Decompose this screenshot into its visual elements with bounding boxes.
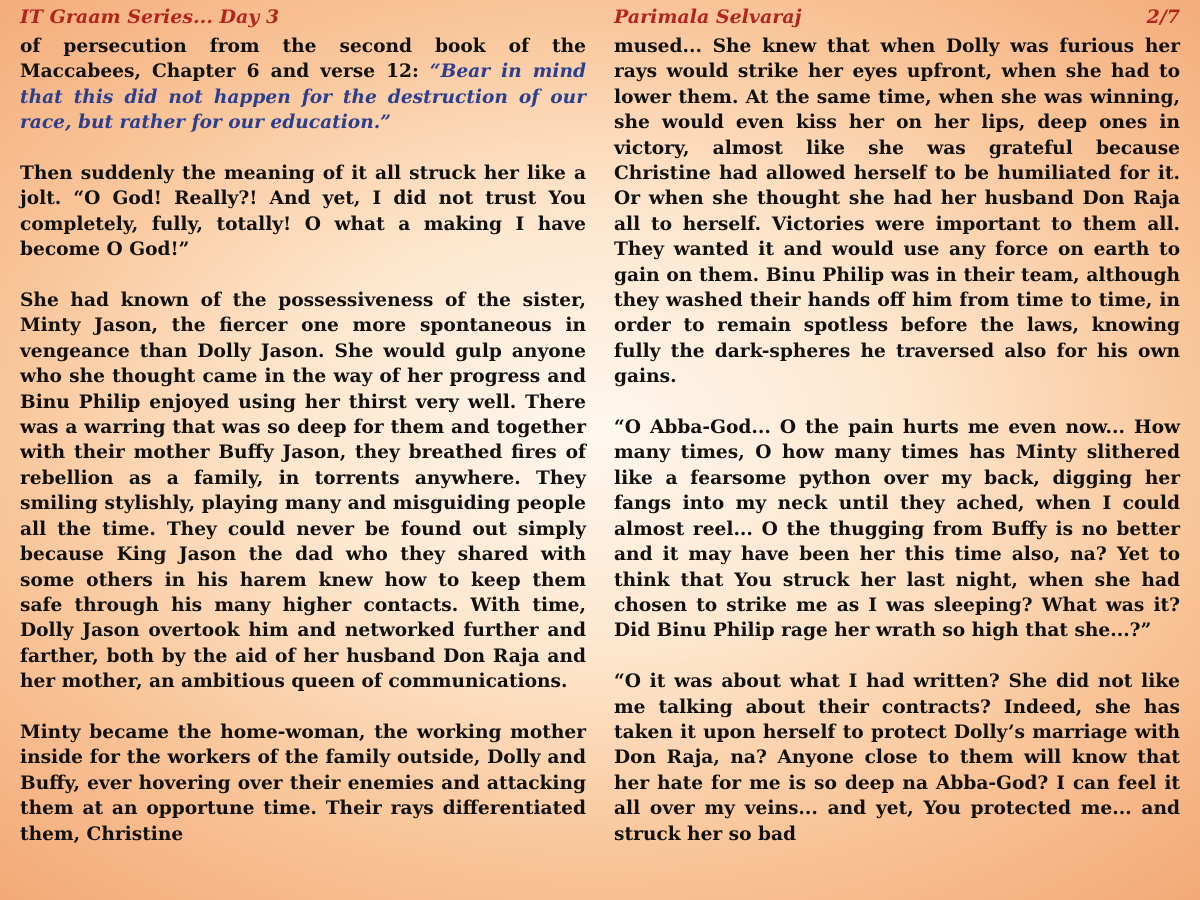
paragraph (20, 34, 586, 136)
series-title: IT Graam Series... Day 3 (20, 6, 280, 28)
paragraph: “O Abba-God... O the pain hurts me even now... How many times, O how many times has Minty slithered like a fearsome python over my back, digging her fangs into my neck until they ached, when I could almost reel... O the thugging from Buffy is no better and it may have been her this time also, na? Yet to think that You struck her last night, when she had chosen to strike me as I was sleeping? What was it? Did Binu Philip rage her wrath so high that she...?” (614, 417, 1180, 642)
paragraph-text: of persecution from the second book of the Maccabees, Chapter 6 and verse 12: (20, 36, 586, 83)
author-name: Parimala Selvaraj (614, 6, 802, 28)
page-header (0, 4, 1200, 32)
page-number: 2/7 (1146, 6, 1180, 28)
paragraph: She had known of the possessiveness of the sister, Minty Jason, the fiercer one more spontaneous in vengeance than Dolly Jason. She would gulp anyone who she thought came in the way of her progress and Binu Philip enjoyed using her thirst very well. There was a warring that was so deep for them and together with their mother Buffy Jason, they breathed fires of rebellion as a family, in torrents anywhere. They smiling stylishly, playing many and misguiding people all the time. They could never be found out simply because King Jason the dad who they shared with some others in his harem knew how to keep them safe through his many higher contacts. With time, Dolly Jason overtook him and networked further and farther, both by the aid of her husband Don Raja and her mother, an ambitious queen of communications. (20, 290, 586, 693)
paragraph: mused... She knew that when Dolly was furious her rays would strike her eyes upfront, when she had to lower them. At the same time, when she was winning, she would even kiss her on her lips, deep ones in victory, almost like she was grateful because Christine had allowed herself to be humiliated for it. Or when she thought she had her husband Don Raja all to herself. Victories were important to them all. They wanted it and would use any force on earth to gain on them. Binu Philip was in their team, although they washed their hands off him from time to time, in order to remain spotless before the laws, knowing fully the dark-spheres he traversed also for his own gains. (614, 36, 1180, 388)
paragraph: Then suddenly the meaning of it all struck her like a jolt. “O God! Really?! And yet, I did not trust You completely, fully, totally! O what a making I have become O God!” (20, 163, 586, 261)
right-column (614, 34, 1180, 872)
paragraph: Minty became the home-woman, the working mother inside for the workers of the family outside, Dolly and Buffy, ever hovering over their enemies and attacking them at an opportune time. Their rays differentiated them, Christine (20, 721, 586, 845)
left-column (20, 34, 586, 872)
paragraph: “O it was about what I had written? She did not like me talking about their contracts? Indeed, she has taken it upon herself to protect Dolly’s marriage with Don Raja, na? Anyone close to them will know that her hate for me is so deep na Abba-God? I can feel it all over my veins... and yet, You protected me... and struck her so bad (614, 671, 1180, 845)
scripture-quote: “Bear in mind that this did not happen for the destruction of our race, but rather for our education.” (20, 61, 586, 134)
